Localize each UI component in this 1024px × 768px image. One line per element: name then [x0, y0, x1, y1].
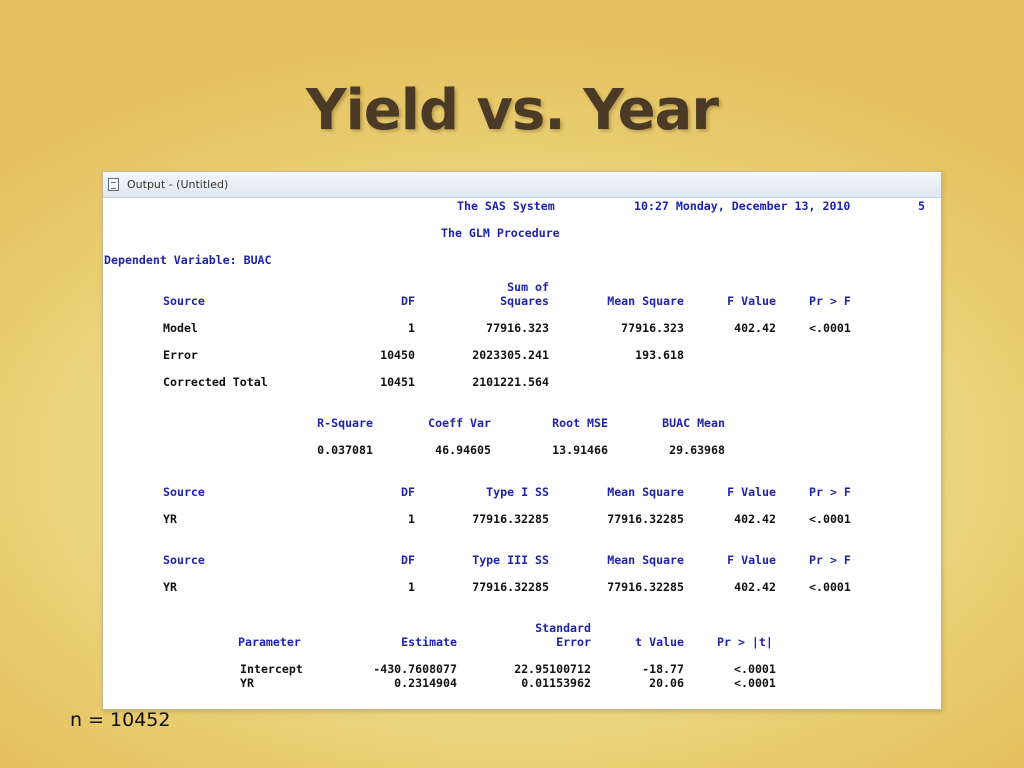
type3-row-f: 402.42: [734, 580, 776, 594]
anova-header-ms: Mean Square: [607, 294, 684, 308]
type3-header-ms: Mean Square: [607, 553, 684, 567]
anova-header-df: DF: [401, 294, 415, 308]
fit-header-rmse: Root MSE: [552, 416, 608, 430]
param-row-name: YR: [240, 676, 254, 690]
anova-row-source: Model: [163, 321, 198, 335]
sample-size-note: n = 10452: [70, 709, 171, 731]
anova-row-ss: 2023305.241: [472, 348, 549, 362]
param-header-p: Pr > |t|: [717, 635, 773, 649]
param-row-p: <.0001: [734, 676, 776, 690]
type3-row-source: YR: [163, 580, 177, 594]
fit-value-mean: 29.63968: [669, 443, 725, 457]
anova-row-p: <.0001: [809, 321, 851, 335]
fit-header-cv: Coeff Var: [428, 416, 491, 430]
param-row-p: <.0001: [734, 662, 776, 676]
dependent-variable: Dependent Variable: BUAC: [104, 253, 272, 267]
type1-header-p: Pr > F: [809, 485, 851, 499]
fit-value-rmse: 13.91466: [552, 443, 608, 457]
type3-header-df: DF: [401, 553, 415, 567]
type1-header-ss: Type I SS: [486, 485, 549, 499]
document-icon: [108, 178, 119, 191]
type1-header-f: F Value: [727, 485, 776, 499]
anova-row-ss: 2101221.564: [472, 375, 549, 389]
slide-title: Yield vs. Year: [306, 78, 718, 143]
anova-row-ms: 193.618: [635, 348, 684, 362]
type3-header-source: Source: [163, 553, 205, 567]
anova-row-ss: 77916.323: [486, 321, 549, 335]
anova-row-source: Error: [163, 348, 198, 362]
type3-row-df: 1: [408, 580, 415, 594]
param-row-se: 0.01153962: [521, 676, 591, 690]
fit-value-rsq: 0.037081: [317, 443, 373, 457]
fit-value-cv: 46.94605: [435, 443, 491, 457]
run-timestamp: 10:27 Monday, December 13, 2010: [634, 199, 851, 213]
type3-header-f: F Value: [727, 553, 776, 567]
anova-header-f: F Value: [727, 294, 776, 308]
anova-header-ss: Squares: [500, 294, 549, 308]
type1-row-ms: 77916.32285: [607, 512, 684, 526]
type1-row-source: YR: [163, 512, 177, 526]
type1-header-source: Source: [163, 485, 205, 499]
window-titlebar[interactable]: [103, 172, 941, 198]
type1-header-df: DF: [401, 485, 415, 499]
type3-header-ss: Type III SS: [472, 553, 549, 567]
anova-header-ss-top: Sum of: [507, 280, 549, 294]
anova-row-df: 10450: [380, 348, 415, 362]
param-header-parameter: Parameter: [238, 635, 301, 649]
type1-row-f: 402.42: [734, 512, 776, 526]
param-row-estimate: -430.7608077: [373, 662, 457, 676]
procedure-label: The GLM Procedure: [441, 226, 560, 240]
window-title: Output - (Untitled): [127, 178, 229, 191]
param-row-se: 22.95100712: [514, 662, 591, 676]
param-row-t: 20.06: [649, 676, 684, 690]
param-row-t: -18.77: [642, 662, 684, 676]
anova-row-ms: 77916.323: [621, 321, 684, 335]
anova-header-p: Pr > F: [809, 294, 851, 308]
anova-row-source: Corrected Total: [163, 375, 268, 389]
page-number: 5: [918, 199, 925, 213]
type1-header-ms: Mean Square: [607, 485, 684, 499]
param-row-estimate: 0.2314904: [394, 676, 457, 690]
type3-row-p: <.0001: [809, 580, 851, 594]
type1-row-p: <.0001: [809, 512, 851, 526]
type1-row-ss: 77916.32285: [472, 512, 549, 526]
param-header-se: Error: [556, 635, 591, 649]
anova-header-source: Source: [163, 294, 205, 308]
sas-system-label: The SAS System: [457, 199, 555, 213]
param-header-t: t Value: [635, 635, 684, 649]
type1-row-df: 1: [408, 512, 415, 526]
param-row-name: Intercept: [240, 662, 303, 676]
sas-output-window: [102, 171, 942, 710]
anova-row-df: 1: [408, 321, 415, 335]
fit-header-mean: BUAC Mean: [662, 416, 725, 430]
param-header-estimate: Estimate: [401, 635, 457, 649]
type3-row-ss: 77916.32285: [472, 580, 549, 594]
anova-row-f: 402.42: [734, 321, 776, 335]
type3-row-ms: 77916.32285: [607, 580, 684, 594]
type3-header-p: Pr > F: [809, 553, 851, 567]
anova-row-df: 10451: [380, 375, 415, 389]
param-header-se-top: Standard: [535, 621, 591, 635]
fit-header-rsq: R-Square: [317, 416, 373, 430]
